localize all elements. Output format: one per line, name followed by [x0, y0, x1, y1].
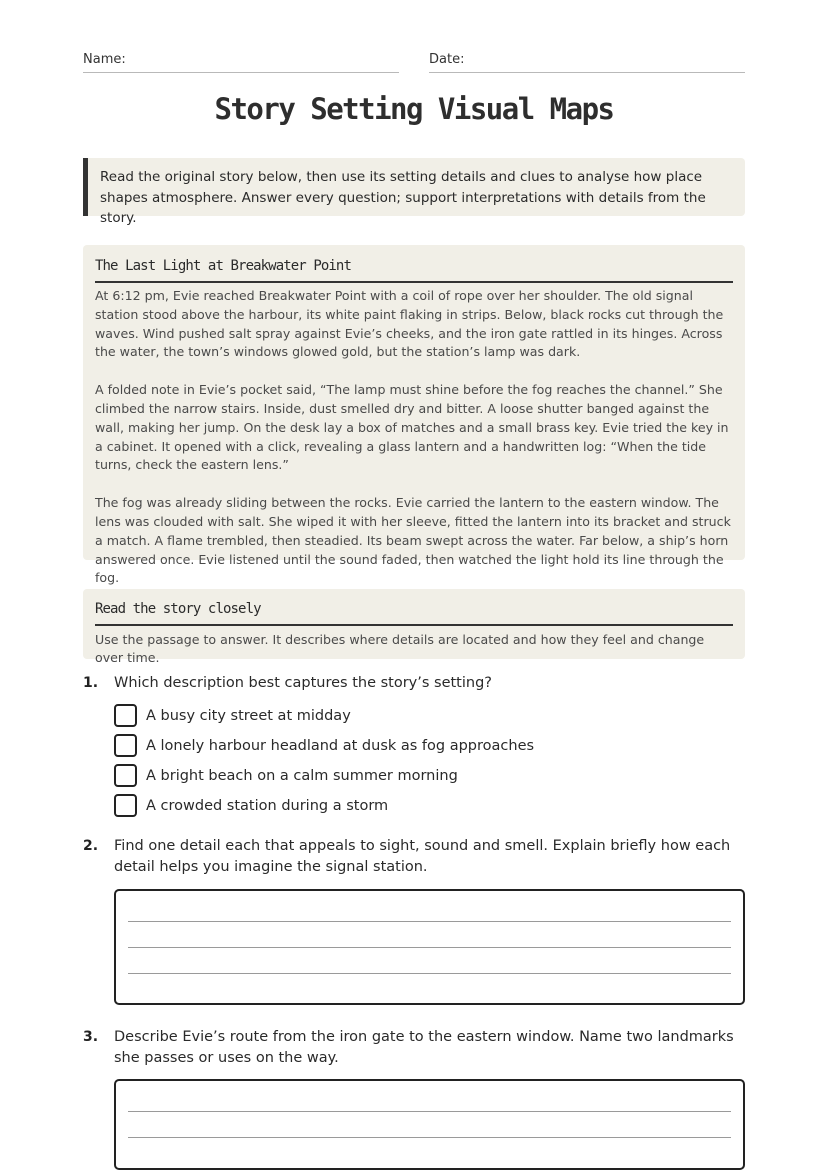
question-1 — [83, 673, 745, 818]
question-text: Describe Evie’s route from the iron gate to the eastern window. Name two landmarks she passes or uses on the way. — [114, 1029, 734, 1066]
story-paragraph-3: The fog was already sliding between the rocks. Evie carried the lantern to the eastern window. The lens was clouded with salt. She wiped it with her sleeve, fitted the lantern into its bracket and struck a match. A flame trembled, then steadied. Its beam swept across the water. Far below, a ship’s horn answered once. Evie listened until the sound faded, then watched the light hold its line through the fog. — [95, 495, 731, 586]
answer-line — [128, 947, 731, 948]
name-label: Name: — [83, 52, 126, 67]
read-closely-text: Use the passage to answer. It describes where details are located and how they feel and change over time. — [95, 632, 705, 665]
story-title: The Last Light at Breakwater Point — [95, 256, 733, 283]
option-label: A lonely harbour headland at dusk as fog approaches — [146, 738, 535, 754]
instructions-box — [83, 158, 745, 226]
answer-box-3[interactable] — [114, 1079, 745, 1170]
question-number: 2. — [83, 838, 99, 854]
checkbox[interactable] — [114, 704, 137, 727]
read-closely-box — [83, 589, 745, 665]
question-number: 1. — [83, 675, 99, 691]
answer-line — [128, 1111, 731, 1112]
date-field[interactable] — [429, 52, 745, 73]
checkbox[interactable] — [114, 764, 137, 787]
answer-line — [128, 921, 731, 922]
name-date-row — [83, 52, 745, 74]
answer-box-2[interactable] — [114, 889, 745, 1005]
checkbox[interactable] — [114, 794, 137, 817]
option-label: A bright beach on a calm summer morning — [146, 768, 458, 784]
read-closely-title: Read the story closely — [95, 599, 733, 626]
question-3 — [83, 1027, 745, 1071]
answer-line — [128, 1137, 731, 1138]
name-field[interactable] — [83, 52, 399, 73]
story-box — [83, 245, 745, 586]
question-text: Find one detail each that appeals to sight, sound and smell. Explain briefly how each detail helps you imagine the signal station. — [114, 838, 731, 875]
question-text: Which description best captures the story’s setting? — [114, 675, 492, 691]
question-2 — [83, 836, 745, 880]
story-paragraph-2: A folded note in Evie’s pocket said, “The lamp must shine before the fog reaches the channel.” She climbed the narrow stairs. Inside, dust smelled dry and bitter. A loose shutter banged against the wall, making her jump. On the desk lay a box of matches and a small brass key. Evie tried the key in a cabinet. It opened with a click, revealing a glass lantern and a handwritten log: “When the tide turns, check the eastern lens.” — [95, 382, 729, 473]
answer-line — [128, 973, 731, 974]
story-paragraph-1: At 6:12 pm, Evie reached Breakwater Point with a coil of rope over her shoulder. The old signal station stood above the harbour, its white paint flaking in strips. Below, black rocks cut through the waves. Wind pushed salt spray against Evie’s cheeks, and the iron gate rattled in its hinges. Across the water, the town’s windows glowed gold, but the station’s lamp was dark. — [95, 288, 724, 360]
worksheet-title: Story Setting Visual Maps — [214, 92, 614, 126]
checkbox[interactable] — [114, 734, 137, 757]
option-label: A busy city street at midday — [146, 708, 351, 724]
option-label: A crowded station during a storm — [146, 798, 389, 814]
instructions-text: Read the original story below, then use its setting details and clues to analyse how place shapes atmosphere. Answer every question; support interpretations with details from the story. — [100, 169, 706, 226]
question-number: 3. — [83, 1029, 99, 1045]
date-label: Date: — [429, 52, 465, 67]
